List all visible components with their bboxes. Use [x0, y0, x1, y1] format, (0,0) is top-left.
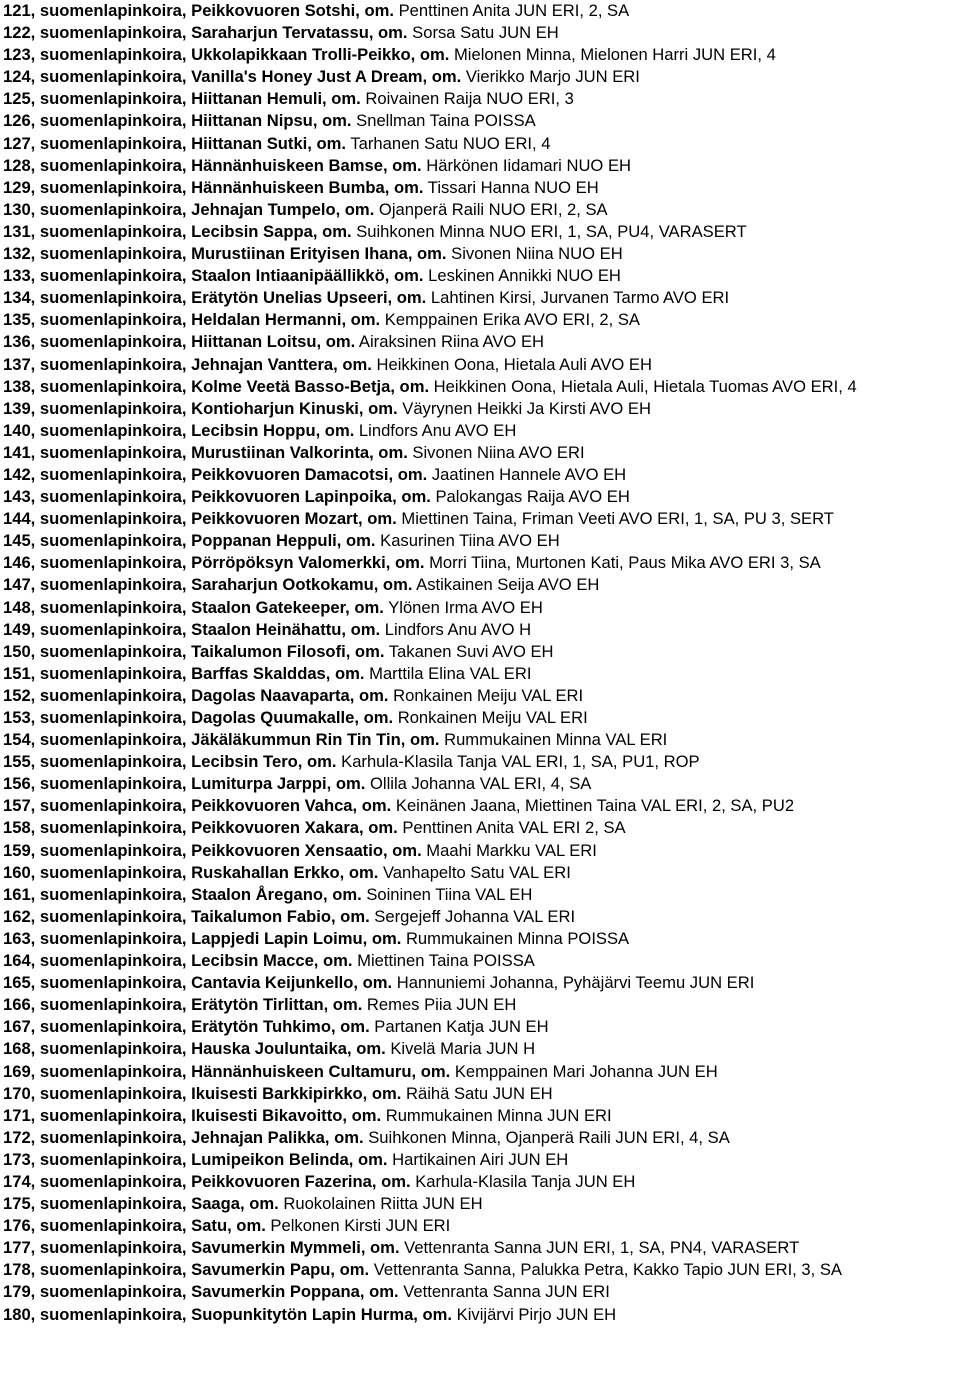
dog-entry-label: 162, suomenlapinkoira, Taikalumon Fabio, om.: [3, 906, 370, 926]
result-entry: [3, 751, 958, 773]
owner-result-text: Kemppainen Erika AVO ERI, 2, SA: [380, 310, 640, 330]
owner-result-text: Miettinen Taina POISSA: [352, 951, 535, 971]
dog-entry-label: 123, suomenlapinkoira, Ukkolapikkaan Trolli-Peikko, om.: [3, 45, 450, 65]
dog-entry-label: 146, suomenlapinkoira, Pörröpöksyn Valomerkki, om.: [3, 553, 425, 573]
dog-entry-label: 161, suomenlapinkoira, Staalon Åregano, om.: [3, 884, 362, 904]
result-entry: [3, 354, 958, 376]
result-entry: [3, 309, 958, 331]
dog-entry-label: 141, suomenlapinkoira, Murustiinan Valkorinta, om.: [3, 442, 408, 462]
dog-entry-label: 137, suomenlapinkoira, Jehnajan Vanttera, om.: [3, 354, 372, 374]
owner-result-text: Penttinen Anita JUN ERI, 2, SA: [394, 1, 630, 20]
dog-entry-label: 139, suomenlapinkoira, Kontioharjun Kinuski, om.: [3, 398, 398, 418]
dog-entry-label: 122, suomenlapinkoira, Saraharjun Tervatassu, om.: [3, 23, 408, 43]
owner-result-text: Marttila Elina VAL ERI: [364, 663, 532, 683]
owner-result-text: Hannuniemi Johanna, Pyhäjärvi Teemu JUN ERI: [392, 973, 755, 993]
dog-entry-label: 176, suomenlapinkoira, Satu, om.: [3, 1216, 266, 1236]
owner-result-text: Räihä Satu JUN EH: [401, 1083, 553, 1103]
dog-entry-label: 167, suomenlapinkoira, Erätytön Tuhkimo, om.: [3, 1017, 370, 1037]
owner-result-text: Lindfors Anu AVO H: [380, 619, 532, 639]
result-entry: [3, 552, 958, 574]
owner-result-text: Keinänen Jaana, Miettinen Taina VAL ERI, 2, SA, PU2: [391, 796, 795, 816]
result-entry: [3, 530, 958, 552]
result-entry: [3, 994, 958, 1016]
result-entry: [3, 906, 958, 928]
dog-entry-label: 158, suomenlapinkoira, Peikkovuoren Xakara, om.: [3, 818, 398, 838]
owner-result-text: Sivonen Niina AVO ERI: [407, 442, 585, 462]
dog-entry-label: 180, suomenlapinkoira, Suopunkitytön Lapin Hurma, om.: [3, 1304, 453, 1324]
owner-result-text: Suihkonen Minna, Ojanperä Raili JUN ERI, 4, SA: [363, 1127, 730, 1147]
result-entry: [3, 928, 958, 950]
result-entry: [3, 44, 958, 66]
owner-result-text: Karhula-Klasila Tanja JUN EH: [410, 1171, 636, 1191]
dog-entry-label: 154, suomenlapinkoira, Jäkäläkummun Rin Tin Tin, om.: [3, 730, 440, 750]
result-entry: [3, 707, 958, 729]
owner-result-text: Ylönen Irma AVO EH: [383, 597, 543, 617]
owner-result-text: Leskinen Annikki NUO EH: [423, 266, 621, 286]
result-entry: [3, 376, 958, 398]
result-entry: [3, 486, 958, 508]
result-entry: [3, 1171, 958, 1193]
dog-entry-label: 148, suomenlapinkoira, Staalon Gatekeeper, om.: [3, 597, 384, 617]
result-entry: [3, 817, 958, 839]
result-entry: [3, 398, 958, 420]
dog-entry-label: 126, suomenlapinkoira, Hiittanan Nipsu, om.: [3, 111, 352, 131]
owner-result-text: Sorsa Satu JUN EH: [407, 23, 559, 43]
dog-entry-label: 159, suomenlapinkoira, Peikkovuoren Xensaatio, om.: [3, 840, 422, 860]
owner-result-text: Hartikainen Airi JUN EH: [387, 1149, 569, 1169]
owner-result-text: Heikkinen Oona, Hietala Auli AVO EH: [371, 354, 652, 374]
result-entry: [3, 795, 958, 817]
owner-result-text: Pelkonen Kirsti JUN ERI: [265, 1216, 451, 1236]
dog-entry-label: 145, suomenlapinkoira, Poppanan Heppuli, om.: [3, 531, 376, 551]
dog-entry-label: 171, suomenlapinkoira, Ikuisesti Bikavoitto, om.: [3, 1105, 382, 1125]
dog-entry-label: 174, suomenlapinkoira, Peikkovuoren Fazerina, om.: [3, 1171, 411, 1191]
dog-entry-label: 157, suomenlapinkoira, Peikkovuoren Vahca, om.: [3, 796, 392, 816]
dog-entry-label: 129, suomenlapinkoira, Hännänhuiskeen Bumba, om.: [3, 177, 424, 197]
owner-result-text: Morri Tiina, Murtonen Kati, Paus Mika AVO ERI 3, SA: [424, 553, 821, 573]
owner-result-text: Kivelä Maria JUN H: [385, 1039, 536, 1059]
owner-result-text: Vanhapelto Satu VAL ERI: [378, 862, 571, 882]
dog-entry-label: 131, suomenlapinkoira, Lecibsin Sappa, om.: [3, 221, 352, 241]
result-entry: [3, 1304, 958, 1326]
result-entry: [3, 1237, 958, 1259]
result-entry: [3, 597, 958, 619]
owner-result-text: Sergejeff Johanna VAL ERI: [369, 906, 576, 926]
dog-entry-label: 151, suomenlapinkoira, Barffas Skalddas, om.: [3, 663, 365, 683]
dog-entry-label: 160, suomenlapinkoira, Ruskahallan Erkko, om.: [3, 862, 379, 882]
result-entry: [3, 199, 958, 221]
result-entry: [3, 1105, 958, 1127]
result-entry: [3, 884, 958, 906]
result-entry: [3, 1061, 958, 1083]
owner-result-text: Ronkainen Meiju VAL ERI: [393, 708, 588, 727]
owner-result-text: Takanen Suvi AVO EH: [384, 641, 554, 661]
result-entry: [3, 663, 958, 685]
result-entry: [3, 773, 958, 795]
owner-result-text: Heikkinen Oona, Hietala Auli, Hietala Tuomas AVO ERI, 4: [429, 376, 857, 396]
result-entry: [3, 1259, 958, 1281]
dog-entry-label: 178, suomenlapinkoira, Savumerkin Papu, om.: [3, 1260, 370, 1280]
result-entry: [3, 133, 958, 155]
owner-result-text: Karhula-Klasila Tanja VAL ERI, 1, SA, PU1, ROP: [336, 752, 700, 772]
owner-result-text: Rummukainen Minna JUN ERI: [381, 1105, 612, 1125]
dog-entry-label: 156, suomenlapinkoira, Lumiturpa Jarppi, om.: [3, 774, 366, 794]
owner-result-text: Kemppainen Mari Johanna JUN EH: [450, 1061, 718, 1081]
result-entry: [3, 1083, 958, 1105]
dog-entry-label: 149, suomenlapinkoira, Staalon Heinähattu, om.: [3, 619, 381, 639]
result-entry: [3, 641, 958, 663]
owner-result-text: Tissari Hanna NUO EH: [423, 177, 599, 197]
owner-result-text: Rummukainen Minna VAL ERI: [439, 730, 668, 750]
owner-result-text: Penttinen Anita VAL ERI 2, SA: [397, 818, 626, 838]
owner-result-text: Vettenranta Sanna JUN ERI, 1, SA, PN4, VARASERT: [399, 1238, 800, 1258]
owner-result-text: Tarhanen Satu NUO ERI, 4: [346, 133, 551, 153]
dog-entry-label: 164, suomenlapinkoira, Lecibsin Macce, om.: [3, 951, 353, 971]
result-entry: [3, 442, 958, 464]
owner-result-text: Kasurinen Tiina AVO EH: [375, 531, 560, 551]
result-entry: [3, 331, 958, 353]
result-entry: [3, 1215, 958, 1237]
dog-entry-label: 143, suomenlapinkoira, Peikkovuoren Lapinpoika, om.: [3, 487, 431, 507]
result-entry: [3, 685, 958, 707]
owner-result-text: Ronkainen Meiju VAL ERI: [388, 685, 584, 705]
owner-result-text: Lindfors Anu AVO EH: [354, 420, 517, 440]
owner-result-text: Ojanperä Raili NUO ERI, 2, SA: [374, 199, 608, 219]
owner-result-text: Roivainen Raija NUO ERI, 3: [360, 89, 574, 109]
owner-result-text: Partanen Katja JUN EH: [369, 1017, 549, 1037]
result-entry: [3, 1016, 958, 1038]
dog-entry-label: 138, suomenlapinkoira, Kolme Veetä Basso-Betja, om.: [3, 376, 430, 396]
dog-entry-label: 144, suomenlapinkoira, Peikkovuoren Mozart, om.: [3, 509, 397, 529]
result-entry: [3, 221, 958, 243]
result-entry: [3, 464, 958, 486]
owner-result-text: Suihkonen Minna NUO ERI, 1, SA, PU4, VARASERT: [351, 221, 747, 241]
dog-entry-label: 163, suomenlapinkoira, Lappjedi Lapin Loimu, om.: [3, 928, 402, 948]
owner-result-text: Remes Piia JUN EH: [362, 995, 517, 1015]
dog-entry-label: 140, suomenlapinkoira, Lecibsin Hoppu, om.: [3, 420, 355, 440]
dog-entry-label: 173, suomenlapinkoira, Lumipeikon Belinda, om.: [3, 1149, 388, 1169]
dog-entry-label: 168, suomenlapinkoira, Hauska Jouluntaika, om.: [3, 1039, 386, 1059]
owner-result-text: Lahtinen Kirsi, Jurvanen Tarmo AVO ERI: [426, 288, 730, 308]
dog-entry-label: 172, suomenlapinkoira, Jehnajan Palikka, om.: [3, 1127, 364, 1147]
result-entry: [3, 1127, 958, 1149]
result-entry: [3, 177, 958, 199]
result-entry: [3, 287, 958, 309]
dog-entry-label: 127, suomenlapinkoira, Hiittanan Sutki, om.: [3, 133, 347, 153]
result-entry: [3, 574, 958, 596]
result-entry: [3, 110, 958, 132]
result-entry: [3, 619, 958, 641]
owner-result-text: Snellman Taina POISSA: [351, 111, 536, 131]
dog-entry-label: 152, suomenlapinkoira, Dagolas Naavaparta, om.: [3, 685, 389, 705]
owner-result-text: Palokangas Raija AVO EH: [430, 487, 630, 507]
dog-entry-label: 124, suomenlapinkoira, Vanilla's Honey Just A Dream, om.: [3, 67, 462, 87]
dog-entry-label: 136, suomenlapinkoira, Hiittanan Loitsu, om.: [3, 332, 356, 352]
result-entry: [3, 243, 958, 265]
owner-result-text: Jaatinen Hannele AVO EH: [427, 464, 627, 484]
owner-result-text: Miettinen Taina, Friman Veeti AVO ERI, 1, SA, PU 3, SERT: [396, 509, 834, 529]
dog-entry-label: 150, suomenlapinkoira, Taikalumon Filosofi, om.: [3, 641, 385, 661]
dog-entry-label: 170, suomenlapinkoira, Ikuisesti Barkkipirkko, om.: [3, 1083, 402, 1103]
result-entry: [3, 1281, 958, 1303]
dog-entry-label: 134, suomenlapinkoira, Erätytön Unelias Upseeri, om.: [3, 288, 427, 308]
owner-result-text: Vettenranta Sanna JUN ERI: [398, 1282, 610, 1302]
dog-entry-label: 175, suomenlapinkoira, Saaga, om.: [3, 1194, 279, 1214]
result-entry: [3, 950, 958, 972]
result-entry: [3, 1038, 958, 1060]
result-entry: [3, 265, 958, 287]
result-entry: [3, 0, 958, 22]
owner-result-text: Kivijärvi Pirjo JUN EH: [452, 1304, 617, 1324]
owner-result-text: Sivonen Niina NUO EH: [446, 244, 623, 264]
owner-result-text: Vettenranta Sanna, Palukka Petra, Kakko Tapio JUN ERI, 3, SA: [369, 1260, 842, 1280]
owner-result-text: Mielonen Minna, Mielonen Harri JUN ERI, 4: [449, 45, 776, 65]
result-entry: [3, 420, 958, 442]
dog-entry-label: 155, suomenlapinkoira, Lecibsin Tero, om.: [3, 752, 337, 772]
dog-entry-label: 165, suomenlapinkoira, Cantavia Keijunkello, om.: [3, 973, 393, 993]
dog-entry-label: 142, suomenlapinkoira, Peikkovuoren Damacotsi, om.: [3, 464, 428, 484]
owner-result-text: Rummukainen Minna POISSA: [401, 928, 630, 948]
owner-result-text: Väyrynen Heikki Ja Kirsti AVO EH: [397, 398, 651, 418]
dog-entry-label: 153, suomenlapinkoira, Dagolas Quumakalle, om.: [3, 708, 394, 727]
owner-result-text: Ollila Johanna VAL ERI, 4, SA: [365, 774, 592, 794]
result-entry: [3, 66, 958, 88]
result-entry: [3, 1193, 958, 1215]
result-entry: [3, 840, 958, 862]
owner-result-text: Soininen Tiina VAL EH: [361, 884, 533, 904]
dog-entry-label: 147, suomenlapinkoira, Saraharjun Ootkokamu, om.: [3, 575, 413, 595]
owner-result-text: Airaksinen Riina AVO EH: [355, 332, 544, 352]
result-entry: [3, 22, 958, 44]
result-entry: [3, 972, 958, 994]
dog-entry-label: 121, suomenlapinkoira, Peikkovuoren Sotshi, om.: [3, 1, 394, 20]
dog-entry-label: 128, suomenlapinkoira, Hännänhuiskeen Bamse, om.: [3, 155, 422, 175]
dog-entry-label: 125, suomenlapinkoira, Hiittanan Hemuli, om.: [3, 89, 361, 109]
dog-entry-label: 133, suomenlapinkoira, Staalon Intiaanipäällikkö, om.: [3, 266, 424, 286]
result-entry: [3, 1149, 958, 1171]
dog-entry-label: 179, suomenlapinkoira, Savumerkin Poppana, om.: [3, 1282, 399, 1302]
result-entry: [3, 88, 958, 110]
dog-entry-label: 177, suomenlapinkoira, Savumerkin Mymmeli, om.: [3, 1238, 400, 1258]
dog-entry-label: 166, suomenlapinkoira, Erätytön Tirlittan, om.: [3, 995, 363, 1015]
owner-result-text: Astikainen Seija AVO EH: [412, 575, 600, 595]
owner-result-text: Härkönen Iidamari NUO EH: [421, 155, 632, 175]
result-entry: [3, 155, 958, 177]
dog-entry-label: 130, suomenlapinkoira, Jehnajan Tumpelo, om.: [3, 199, 375, 219]
dog-entry-label: 169, suomenlapinkoira, Hännänhuiskeen Cultamuru, om.: [3, 1061, 451, 1081]
owner-result-text: Vierikko Marjo JUN ERI: [461, 67, 640, 87]
result-entry: [3, 508, 958, 530]
owner-result-text: Maahi Markku VAL ERI: [421, 840, 597, 860]
dog-entry-label: 132, suomenlapinkoira, Murustiinan Erityisen Ihana, om.: [3, 244, 447, 264]
result-entry: [3, 729, 958, 751]
owner-result-text: Ruokolainen Riitta JUN EH: [278, 1194, 483, 1214]
result-entry: [3, 862, 958, 884]
dog-entry-label: 135, suomenlapinkoira, Heldalan Hermanni, om.: [3, 310, 381, 330]
